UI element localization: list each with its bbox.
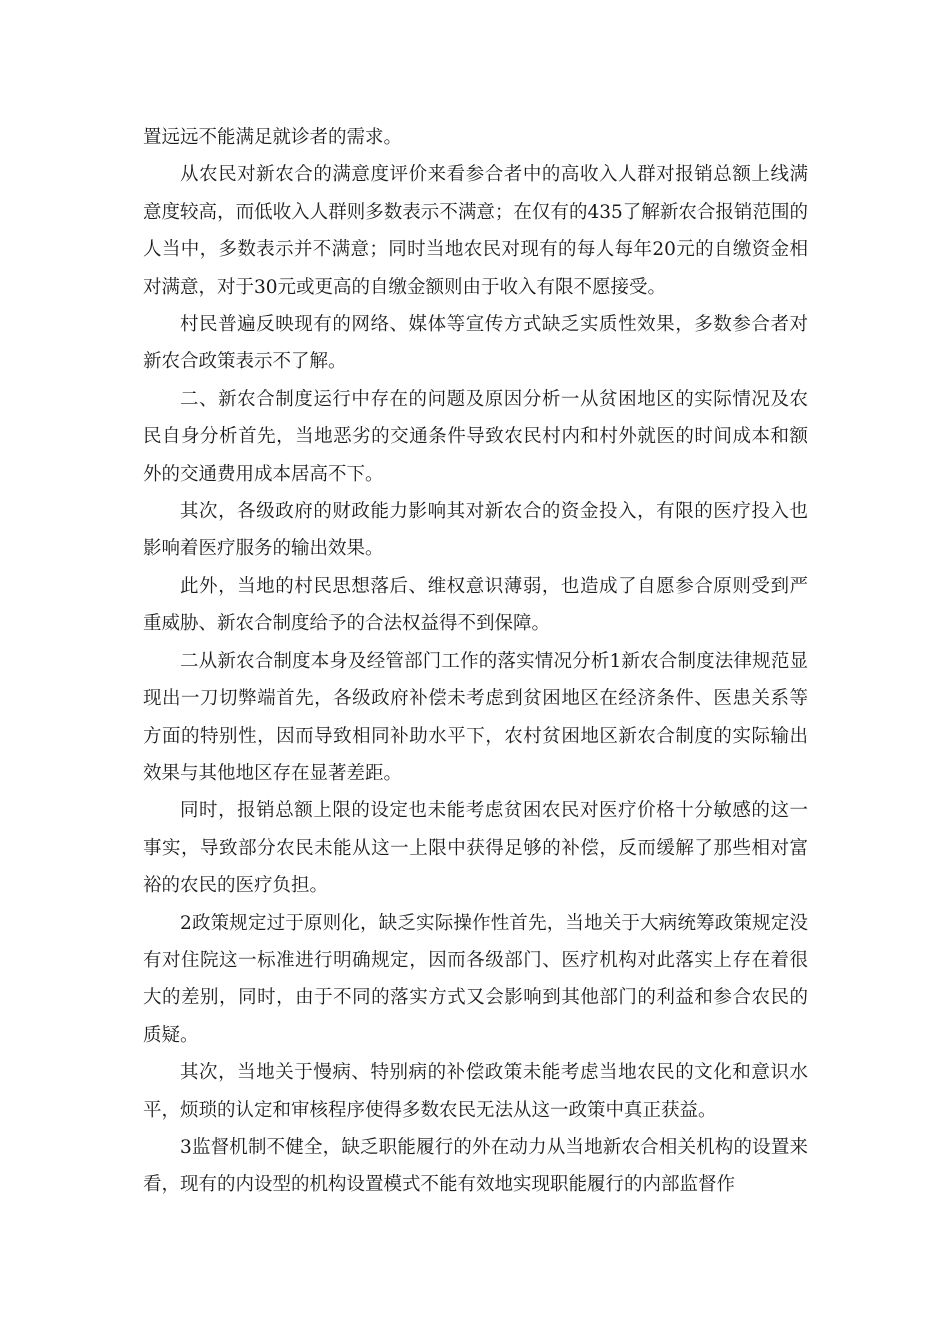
paragraph: 同时，报销总额上限的设定也未能考虑贫困农民对医疗价格十分敏感的这一事实，导致部分农民未能从这一上限中获得足够的补偿，反而缓解了那些相对富裕的农民的医疗负担。 (143, 800, 808, 897)
paragraph: 2政策规定过于原则化，缺乏实际操作性首先，当地关于大病统筹政策规定没有对住院这一标准进行明确规定，因而各级部门、医疗机构对此落实上存在着很大的差别，同时，由于不同的落实方式又会影响到其他部门的利益和参合农民的质疑。 (143, 912, 808, 1046)
paragraph: 3监督机制不健全，缺乏职能履行的外在动力从当地新农合相关机构的设置来看，现有的内设型的机构设置模式不能有效地实现职能履行的内部监督作 (143, 1136, 808, 1196)
paragraph: 此外，当地的村民思想落后、维权意识薄弱，也造成了自愿参合原则受到严重威胁、新农合制度给予的合法权益得不到保障。 (143, 575, 808, 635)
paragraph: 其次，各级政府的财政能力影响其对新农合的资金投入，有限的医疗投入也影响着医疗服务的输出效果。 (143, 501, 808, 560)
paragraph: 从农民对新农合的满意度评价来看参合者中的高收入人群对报销总额上线满意度较高，而低收入人群则多数表示不满意；在仅有的435了解新农合报销范围的人当中，多数表示并不满意；同时当地农民对现有的每人每年20元的自缴资金相对满意，对于30元或更高的自缴金额则由于收入有限不愿接受。 (143, 164, 808, 298)
paragraph: 其次，当地关于慢病、特别病的补偿政策未能考虑当地农民的文化和意识水平，烦琐的认定和审核程序使得多数农民无法从这一政策中真正获益。 (143, 1062, 808, 1121)
paragraph: 二、新农合制度运行中存在的问题及原因分析一从贫困地区的实际情况及农民自身分析首先，当地恶劣的交通条件导致农民村内和村外就医的时间成本和额外的交通费用成本居高不下。 (143, 388, 808, 485)
paragraph: 村民普遍反映现有的网络、媒体等宣传方式缺乏实质性效果，多数参合者对新农合政策表示不了解。 (143, 314, 808, 373)
document-body (143, 119, 808, 1204)
paragraph: 二从新农合制度本身及经管部门工作的落实情况分析1新农合制度法律规范显现出一刀切弊端首先，各级政府补偿未考虑到贫困地区在经济条件、医患关系等方面的特别性，因而导致相同补助水平下，农村贫困地区新农合制度的实际输出效果与其他地区存在显著差距。 (143, 650, 808, 784)
paragraph-continued: 置远远不能满足就诊者的需求。 (143, 127, 403, 148)
